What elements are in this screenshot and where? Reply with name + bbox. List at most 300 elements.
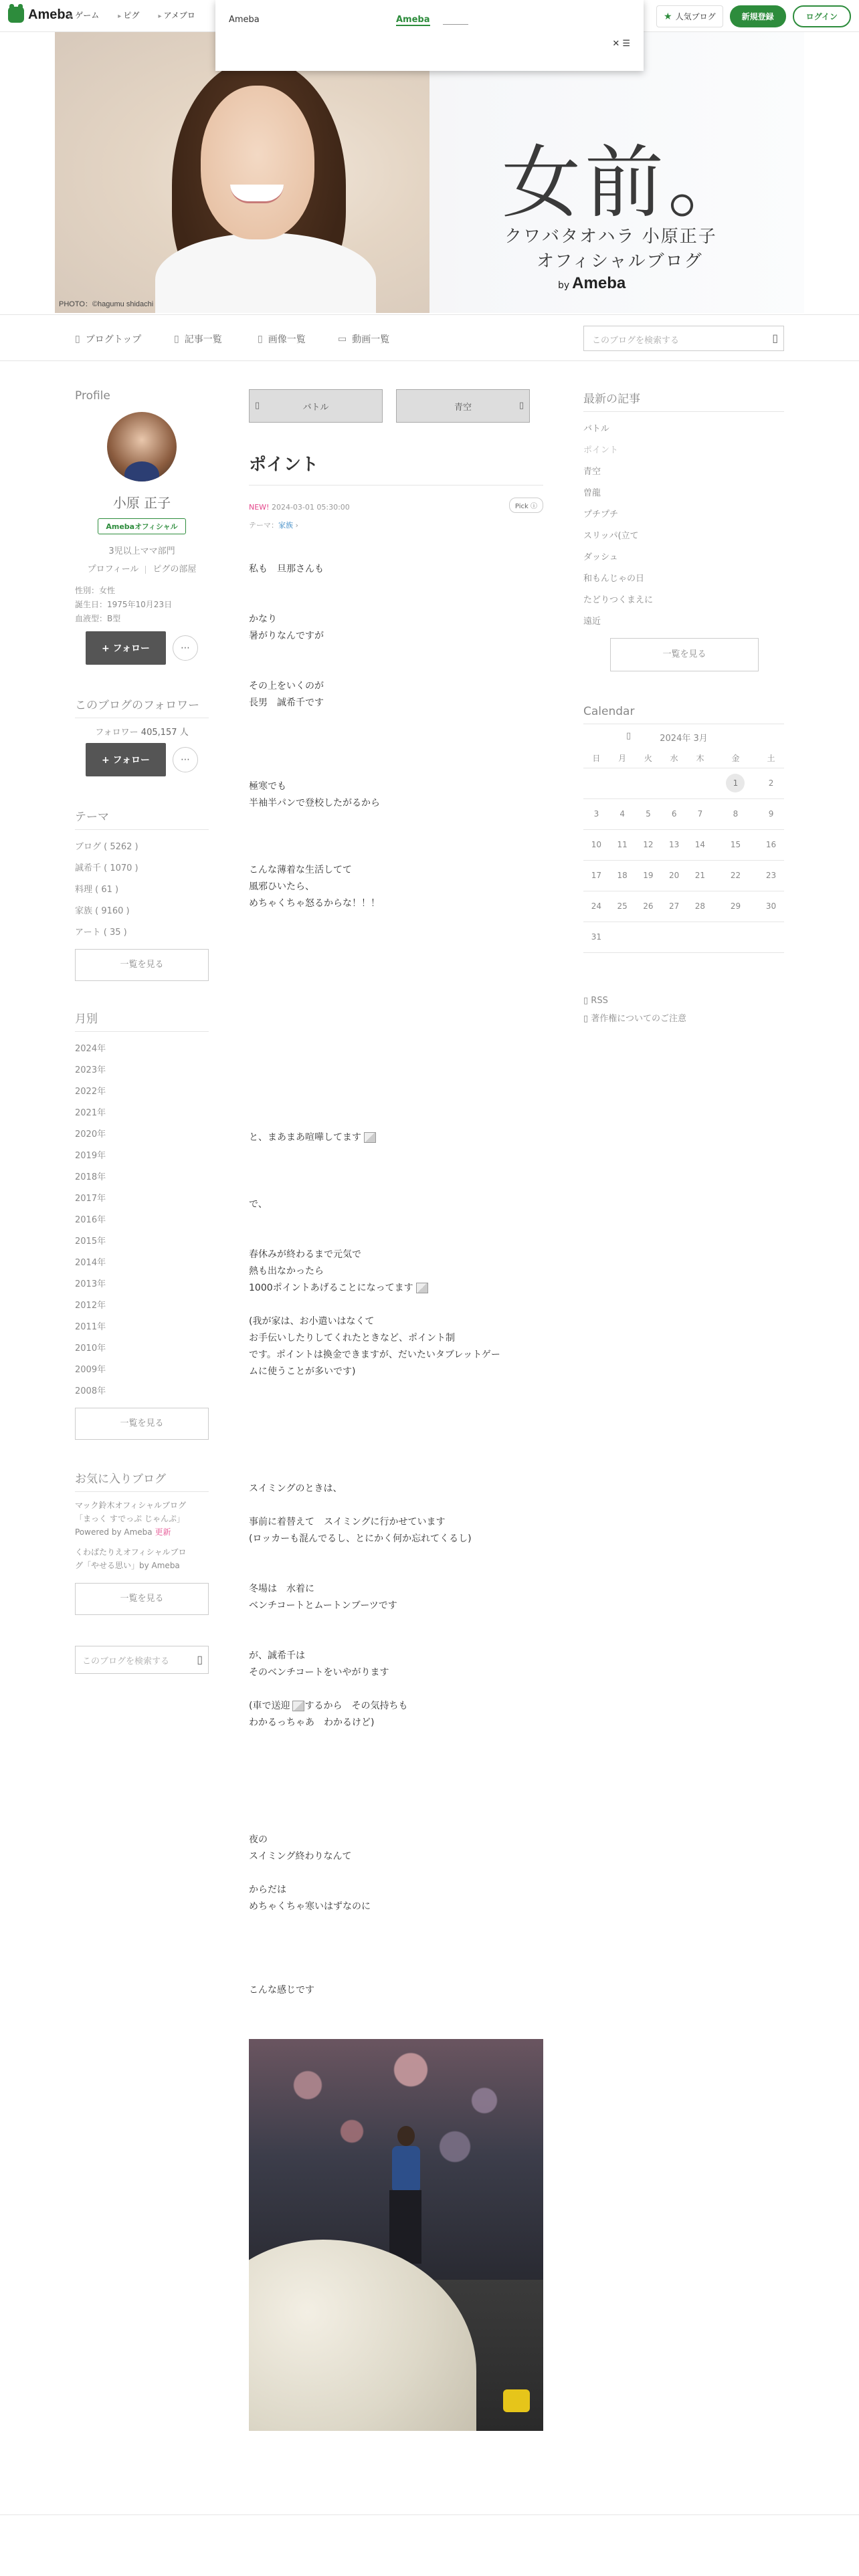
favorites-heading: お気に入りブログ	[75, 1469, 209, 1492]
recent-list	[583, 419, 784, 633]
month-item[interactable]: 2017年	[75, 1194, 106, 1204]
body-text: 1000ポイントあげることになってます	[249, 1283, 413, 1293]
calendar-day[interactable]	[758, 798, 784, 829]
register-button[interactable]: 新規登録	[730, 5, 786, 27]
body-spacer	[249, 1213, 543, 1247]
theme-item[interactable]: 家族 ( 9160 )	[75, 906, 130, 916]
calendar-day[interactable]	[661, 829, 687, 860]
weekday: 水	[661, 749, 687, 768]
entry-title[interactable]: ポイント	[249, 451, 543, 486]
chevron-right-icon: ›	[295, 521, 298, 530]
pick-label: Pick	[514, 503, 529, 510]
month-item[interactable]: 2012年	[75, 1301, 106, 1311]
theme-see-all-button[interactable]: 一覧を見る	[75, 949, 209, 981]
followers-follow-row	[86, 743, 209, 776]
body-line: からだは	[249, 1885, 286, 1895]
calendar-day[interactable]	[687, 798, 713, 829]
home-icon: ▯	[75, 334, 80, 344]
calendar-day[interactable]	[661, 798, 687, 829]
calendar-heading: Calendar	[583, 705, 784, 724]
calendar-month-header	[583, 731, 784, 744]
weekday: 火	[636, 749, 662, 768]
popup-divider	[443, 24, 468, 25]
body-line: が、誠希千は	[249, 1650, 305, 1661]
calendar-day[interactable]	[713, 860, 758, 891]
month-item[interactable]: 2020年	[75, 1130, 106, 1140]
calendar-empty	[609, 922, 636, 952]
calendar-day-number: 10	[591, 840, 602, 849]
month-item[interactable]: 2015年	[75, 1237, 106, 1247]
month-item[interactable]: 2009年	[75, 1365, 106, 1375]
entry-photo[interactable]	[249, 2039, 543, 2431]
menu-blog-top-label: ブログトップ	[85, 334, 142, 345]
menu-blog-top[interactable]	[75, 332, 141, 346]
copyright-label: 著作権についてのご注意	[591, 1013, 687, 1024]
favorite-1-line3	[75, 1525, 209, 1539]
entry-pager	[249, 389, 543, 423]
favorite-1-powered: Powered by Ameba	[75, 1527, 153, 1537]
body-spacer	[249, 1297, 543, 1313]
body-line: その上をいくのが	[249, 681, 324, 691]
profile-follow-row	[86, 631, 209, 665]
blog-subtitle-name: クワバタオハラ 小原正子	[504, 227, 717, 247]
calendar-day-number: 27	[669, 901, 680, 911]
menu-entry-list[interactable]	[174, 332, 222, 346]
calendar-empty	[636, 768, 662, 798]
weekday: 土	[758, 749, 784, 768]
profile-links-divider	[145, 566, 146, 574]
person-torso	[392, 2146, 420, 2193]
calendar-day[interactable]	[583, 922, 609, 952]
body-text: (車で送迎	[249, 1701, 290, 1711]
menu-video-list-label: 動画一覧	[352, 334, 390, 345]
calendar-day-number: 24	[591, 901, 602, 911]
calendar-week	[583, 829, 784, 860]
image-icon: ▯	[258, 334, 263, 344]
calendar-day[interactable]	[661, 891, 687, 922]
ameba-logo[interactable]	[8, 7, 73, 23]
calendar-day[interactable]	[713, 768, 758, 798]
prev-entry-label: バトル	[302, 402, 329, 413]
body-line: (ロッカーも混んでるし、とにかく何か忘れてくるし)	[249, 1533, 472, 1544]
calendar-day-number: 22	[730, 871, 741, 880]
body-spacer	[249, 1865, 543, 1882]
body-spacer	[249, 1146, 543, 1196]
calendar-week	[583, 798, 784, 829]
recent-item[interactable]: 和もんじゃの日	[583, 574, 645, 584]
blog-search-input[interactable]	[583, 326, 784, 351]
month-item[interactable]: 2011年	[75, 1322, 106, 1332]
rss-icon: ▯	[583, 995, 589, 1006]
calendar-day-number: 6	[671, 809, 677, 819]
calendar-day[interactable]	[758, 768, 784, 798]
nav-right	[656, 5, 851, 27]
month-item[interactable]: 2023年	[75, 1065, 106, 1075]
calendar-empty	[687, 922, 713, 952]
body-line: スイミング終わりなんて	[249, 1851, 352, 1862]
copyright-link[interactable]	[583, 1011, 784, 1024]
login-button[interactable]: ログイン	[793, 5, 851, 27]
calendar-prev-button[interactable]: ▯	[626, 731, 632, 741]
rss-label: RSS	[591, 995, 608, 1006]
body-line: めちゃくちゃ怒るからな！！！	[249, 898, 380, 909]
calendar-empty	[609, 768, 636, 798]
info-icon: ⓘ	[531, 503, 537, 510]
body-spacer	[249, 578, 543, 611]
calendar-week	[583, 768, 784, 798]
favorite-2-line2: グ「やせる思い」by Ameba	[75, 1561, 180, 1570]
calendar-day-number: 30	[765, 901, 777, 911]
video-icon: ▭	[338, 334, 347, 344]
calendar-day[interactable]	[583, 891, 609, 922]
calendar-day-number: 31	[591, 932, 602, 942]
recent-item[interactable]: 青空	[583, 467, 601, 477]
nav-link-ameblo[interactable]: ▸ アメブロ	[158, 9, 195, 21]
entry-body	[249, 561, 543, 1999]
body-spacer	[249, 1547, 543, 1581]
calendar-day-number: 21	[694, 871, 706, 880]
calendar-day-number: 4	[619, 809, 625, 819]
month-item[interactable]: 2014年	[75, 1258, 106, 1268]
calendar-table	[583, 749, 784, 953]
next-entry-button[interactable]	[396, 389, 530, 423]
calendar-day-number: 18	[617, 871, 628, 880]
calendar-week	[583, 922, 784, 952]
sidebar-search-input[interactable]	[75, 1646, 209, 1674]
recent-item[interactable]: たどりつくまえに	[583, 595, 654, 605]
profile-gender: 性別：女性	[75, 586, 116, 595]
body-spacer	[249, 912, 543, 1130]
body-line: 極寒でも	[249, 781, 286, 792]
calendar-day-number: 15	[730, 840, 741, 849]
calendar-empty	[713, 922, 758, 952]
calendar-day[interactable]	[758, 860, 784, 891]
month-item[interactable]: 2013年	[75, 1279, 106, 1289]
recent-item[interactable]: スリッパ(立て	[583, 531, 639, 541]
calendar-day[interactable]	[609, 798, 636, 829]
calendar-day-number: 23	[765, 871, 777, 880]
favorite-1-line2: 「まっく すでっぷ じゃんぷ」	[75, 1514, 185, 1523]
recent-item-current[interactable]: ポイント	[583, 445, 619, 455]
profile-attributes	[75, 584, 209, 626]
person-head	[397, 2126, 415, 2146]
calendar-empty	[758, 922, 784, 952]
blog-title: 女前。	[502, 136, 751, 229]
profile-link[interactable]: プロフィール	[87, 564, 139, 574]
calendar-day-number: 1	[726, 774, 745, 792]
body-spacer	[249, 812, 543, 862]
favorites-see-all-button[interactable]: 一覧を見る	[75, 1583, 209, 1615]
calendar-day-number: 14	[694, 840, 706, 849]
body-line	[249, 1280, 543, 1297]
main-column	[249, 389, 543, 2431]
calendar-day-number: 11	[617, 840, 628, 849]
theme-item[interactable]: 誠希千 ( 1070 )	[75, 863, 138, 873]
nav-links	[70, 9, 195, 21]
chevron-right-icon: ▯	[518, 401, 524, 411]
recent-item[interactable]: 曽龍	[583, 488, 601, 498]
calendar-day-number: 13	[669, 840, 680, 849]
logo-text: Ameba	[28, 7, 73, 22]
calendar-day[interactable]	[758, 891, 784, 922]
recent-heading: 最新の記事	[583, 389, 784, 412]
month-item[interactable]: 2018年	[75, 1172, 106, 1182]
calendar-day-number: 26	[643, 901, 654, 911]
calendar-day-number: 7	[697, 809, 703, 819]
body-spacer	[249, 712, 543, 778]
month-item[interactable]: 2016年	[75, 1215, 106, 1225]
calendar-day[interactable]	[609, 891, 636, 922]
popular-blog-label: 人気ブログ	[675, 12, 716, 21]
body-spacer	[249, 645, 543, 678]
photo-person	[383, 2126, 430, 2273]
profile-blood-type: 血液型：B型	[75, 614, 121, 623]
body-line: です。ポイントは換金できますが、だいたいタブレットゲー	[249, 1350, 500, 1360]
entry-meta	[249, 503, 543, 512]
recent-item[interactable]: 遠近	[583, 617, 601, 627]
calendar-day[interactable]	[583, 798, 609, 829]
menu-image-list[interactable]	[258, 332, 306, 346]
body-line: 熱も出なかったら	[249, 1266, 324, 1277]
updated-badge: 更新	[155, 1527, 171, 1537]
chevron-left-icon: ▯	[255, 401, 260, 411]
calendar-weekdays	[583, 749, 784, 768]
theme-item[interactable]: 料理 ( 61 )	[75, 885, 119, 895]
body-line: 春休みが終わるまで元気で	[249, 1249, 361, 1260]
more-options-button-2[interactable]: ⋯	[173, 747, 198, 772]
weekday: 日	[583, 749, 609, 768]
photo-credit: PHOTO：©hagumu shidachi	[59, 300, 154, 308]
prev-entry-button[interactable]	[249, 389, 383, 423]
monthly-see-all-button[interactable]: 一覧を見る	[75, 1408, 209, 1440]
recent-item[interactable]: ダッシュ	[583, 552, 618, 562]
sidebar-search-placeholder: このブログを検索する	[82, 1656, 170, 1667]
body-spacer	[249, 1915, 543, 1982]
more-options-button[interactable]: ⋯	[173, 635, 198, 661]
by-brand: Ameba	[572, 274, 626, 292]
calendar-day[interactable]	[687, 860, 713, 891]
popup-ameba-link[interactable]: Ameba	[396, 15, 430, 25]
favorite-2-line1: くわばたりえオフィシャルブロ	[75, 1547, 187, 1557]
menu-video-list[interactable]	[338, 332, 389, 346]
entry-theme	[249, 520, 543, 530]
calendar-day[interactable]	[713, 829, 758, 860]
body-line: こんな薄着な生活してて	[249, 865, 352, 875]
body-spacer	[249, 1497, 543, 1514]
follower-number: 405,157 人	[140, 728, 189, 738]
theme-heading: テーマ	[75, 807, 209, 830]
popup-close-button[interactable]: ✕ ☰	[612, 39, 630, 49]
body-line: (我が家は、お小遣いはなくて	[249, 1316, 375, 1327]
body-line: そのベンチコートをいやがります	[249, 1667, 389, 1678]
follow-button[interactable]: + フォロー	[86, 631, 166, 665]
calendar-day[interactable]	[713, 798, 758, 829]
body-line: 半袖半パンで登校したがるから	[249, 798, 380, 809]
theme-item[interactable]: アート ( 35 )	[75, 928, 127, 938]
favorite-blog-2[interactable]	[75, 1545, 209, 1572]
month-item[interactable]: 2008年	[75, 1386, 106, 1396]
month-item[interactable]: 2022年	[75, 1087, 106, 1097]
monthly-list	[75, 1039, 209, 1402]
left-sidebar	[75, 389, 209, 1674]
body-line	[249, 1130, 543, 1146]
body-line: 事前に着替えて スイミングに行かせています	[249, 1517, 446, 1527]
by-ameba	[558, 274, 626, 293]
nav-link-game[interactable]: ▸ ゲーム	[70, 9, 99, 21]
profile-links	[75, 562, 209, 574]
blog-subtitle-official: オフィシャルブログ	[537, 251, 703, 272]
theme-label: テーマ：	[249, 521, 278, 530]
body-line: 夜の	[249, 1834, 268, 1845]
footer-divider	[0, 2514, 859, 2515]
photo-road-mark	[503, 2389, 530, 2412]
next-entry-label: 青空	[454, 402, 472, 413]
calendar-day[interactable]	[636, 829, 662, 860]
popular-blog-button[interactable]	[656, 5, 723, 27]
recent-item[interactable]: バトル	[583, 424, 609, 434]
month-item[interactable]: 2024年	[75, 1044, 106, 1054]
calendar-day-number: 12	[643, 840, 654, 849]
blog-search-placeholder: このブログを検索する	[592, 336, 680, 346]
entry-datetime: 2024-03-01 05:30:00	[271, 503, 350, 512]
official-badge: Amebaオフィシャル	[98, 518, 186, 534]
list-icon: ▯	[174, 334, 179, 344]
calendar-day[interactable]	[636, 798, 662, 829]
month-item[interactable]: 2010年	[75, 1344, 106, 1354]
body-spacer	[249, 1614, 543, 1648]
feed-links	[583, 996, 784, 1024]
rss-link[interactable]	[583, 996, 784, 1006]
body-spacer	[249, 1681, 543, 1698]
calendar-day-number: 2	[768, 778, 774, 788]
avatar[interactable]	[107, 412, 177, 481]
entry-theme-link[interactable]: 家族	[278, 521, 293, 530]
profile-birthday: 誕生日：1975年10月23日	[75, 600, 173, 609]
calendar-day-number: 3	[593, 809, 599, 819]
blog-header-banner[interactable]	[55, 32, 804, 313]
body-line: かなり	[249, 614, 277, 625]
calendar-day[interactable]	[661, 860, 687, 891]
calendar-day-number: 16	[765, 840, 777, 849]
calendar-day[interactable]	[636, 860, 662, 891]
search-icon[interactable]: ▯	[772, 332, 778, 344]
new-badge: NEW!	[249, 503, 270, 512]
body-line: こんな感じです	[249, 1985, 314, 1996]
calendar-empty	[661, 922, 687, 952]
popup-label: Ameba	[229, 15, 260, 25]
broken-image-icon	[292, 1701, 304, 1711]
calendar-day[interactable]	[713, 891, 758, 922]
recent-item[interactable]: プチプチ	[583, 510, 619, 520]
profile-name[interactable]: 小原 正子	[112, 495, 171, 511]
favorite-1-line1: マック鈴木オフィシャルブログ	[75, 1501, 186, 1510]
calendar-empty	[636, 922, 662, 952]
weekday: 月	[609, 749, 636, 768]
theme-item[interactable]: ブログ ( 5262 )	[75, 842, 138, 852]
calendar-month: 2024年 3月	[660, 734, 708, 744]
star-icon: ★	[664, 11, 672, 22]
body-text: と、まあまあ喧嘩してます	[249, 1132, 361, 1143]
blog-menu-bar	[0, 314, 859, 361]
ameba-logo-icon	[8, 7, 24, 23]
month-item[interactable]: 2021年	[75, 1108, 106, 1118]
body-line: 冬場は 水着に	[249, 1584, 314, 1594]
nav-link-pig[interactable]: ▸ ピグ	[118, 9, 139, 21]
profile-heading: Profile	[75, 389, 110, 403]
menu-entry-list-label: 記事一覧	[184, 334, 222, 345]
body-spacer	[249, 1731, 543, 1832]
search-icon[interactable]: ▯	[197, 1653, 203, 1666]
calendar-empty	[687, 768, 713, 798]
calendar-day[interactable]	[609, 860, 636, 891]
calendar-day[interactable]	[583, 860, 609, 891]
calendar-empty	[661, 768, 687, 798]
calendar-day-number: 20	[669, 871, 680, 880]
calendar-days	[583, 768, 784, 952]
weekday: 木	[687, 749, 713, 768]
follow-button-2[interactable]: + フォロー	[86, 743, 166, 776]
calendar-week	[583, 891, 784, 922]
info-icon: ▯	[583, 1013, 589, 1024]
body-line: お手伝いしたりしてくれたときなど、ポイント制	[249, 1333, 455, 1344]
calendar-day[interactable]	[687, 829, 713, 860]
body-line: で、	[249, 1199, 268, 1210]
theme-list	[75, 837, 209, 944]
calendar-day-number: 17	[591, 871, 602, 880]
calendar-empty	[583, 768, 609, 798]
pig-room-link[interactable]: ピグの部屋	[153, 564, 197, 574]
person-legs	[389, 2190, 421, 2264]
calendar-day[interactable]	[687, 891, 713, 922]
body-line: めちゃくちゃ寒いはずなのに	[249, 1901, 371, 1912]
calendar-day-number: 28	[694, 901, 706, 911]
calendar-day[interactable]	[758, 829, 784, 860]
hero-photo-face	[201, 86, 314, 239]
photo-car	[249, 2240, 476, 2431]
body-line: ムに使うことが多いです)	[249, 1366, 356, 1377]
favorite-blog-1[interactable]	[75, 1499, 209, 1539]
calendar-day-number: 19	[643, 871, 654, 880]
profile-rank[interactable]: 3児以上ママ部門	[108, 546, 175, 556]
body-spacer	[249, 1380, 543, 1481]
right-sidebar	[583, 389, 784, 1029]
calendar-day-number: 9	[768, 809, 774, 819]
follower-label: フォロワー	[95, 728, 138, 738]
monthly-heading: 月別	[75, 1009, 209, 1032]
body-line: 風邪ひいたら、	[249, 881, 314, 892]
follower-count[interactable]	[75, 725, 209, 738]
body-line: ベンチコートとムートンブーツです	[249, 1600, 397, 1611]
header-popup	[215, 0, 644, 71]
body-line: 私も 旦那さんも	[249, 564, 324, 574]
calendar-week	[583, 860, 784, 891]
broken-image-icon	[364, 1132, 376, 1143]
body-line: 暑がりなんですが	[249, 631, 324, 641]
body-line: 長男 誠希千です	[249, 697, 324, 708]
month-item[interactable]: 2019年	[75, 1151, 106, 1161]
broken-image-icon	[416, 1283, 428, 1293]
body-line: わかるっちゃあ わかるけど)	[249, 1717, 375, 1728]
calendar-day[interactable]	[583, 829, 609, 860]
calendar-day-number: 8	[733, 809, 739, 819]
recent-see-all-button[interactable]: 一覧を見る	[610, 638, 759, 671]
calendar-day[interactable]	[609, 829, 636, 860]
pick-button[interactable]	[509, 498, 543, 513]
menu-image-list-label: 画像一覧	[268, 334, 306, 345]
calendar-day[interactable]	[636, 891, 662, 922]
body-text: するから その気持ちも	[304, 1701, 408, 1711]
by-label: by	[558, 280, 570, 291]
